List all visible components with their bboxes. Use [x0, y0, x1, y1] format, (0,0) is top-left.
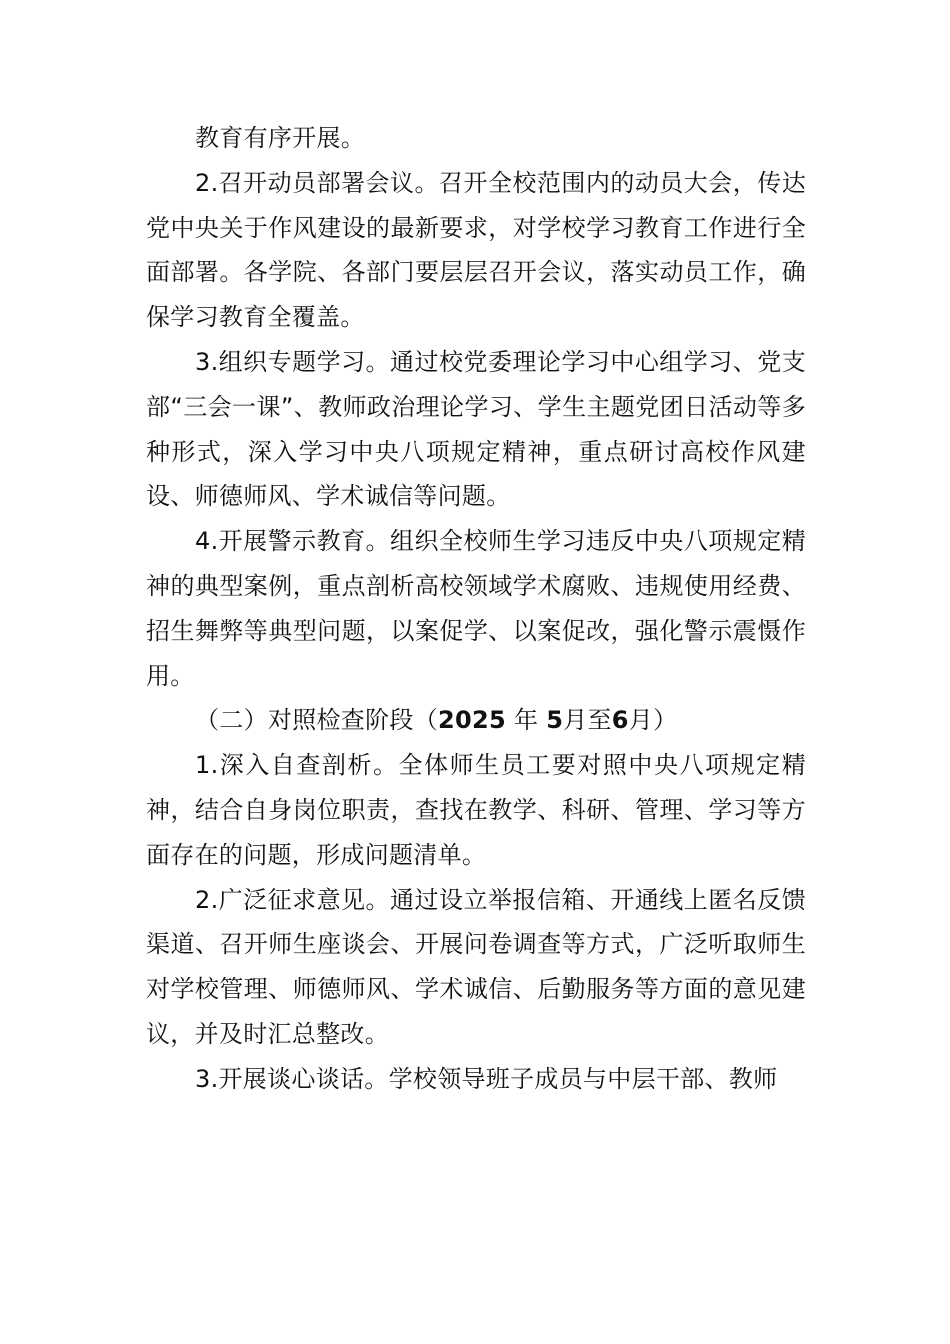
heading-suffix: 月） [628, 706, 678, 735]
paragraph-warning-education: 4.开展警示教育。组织全校师生学习违反中央八项规定精神的典型案例，重点剖析高校领域学术腐败、违规使用经费、招生舞弊等典型问题，以案促学、以案促改，强化警示震慑作用。 [146, 527, 806, 690]
section-heading-inspection-stage [146, 698, 806, 743]
paragraph-solicit-opinions: 2.广泛征求意见。通过设立举报信箱、开通线上匿名反馈渠道、召开师生座谈会、开展问卷调查等方式，广泛听取师生对学校管理、师德师风、学术诚信、后勤服务等方面的意见建议，并及时汇总整改。 [146, 885, 806, 1048]
paragraph-special-study: 3.组织专题学习。通过校党委理论学习中心组学习、党支部“三会一课”、教师政治理论学习、学生主题党团日活动等多种形式，深入学习中央八项规定精神，重点研讨高校作风建设、师德师风、学术诚信等问题。 [146, 347, 806, 511]
paragraph-continuation: 教育有序开展。 [195, 124, 366, 152]
paragraph-heart-to-heart-talks: 3.开展谈心谈话。学校领导班子成员与中层干部、教师 [195, 1064, 778, 1093]
heading-prefix: （二）对照检查阶段（ [195, 706, 438, 735]
heading-month-start: 5 [546, 706, 564, 735]
heading-month-end: 6 [611, 706, 629, 735]
heading-year: 2025 [438, 706, 506, 735]
heading-year-suffix: 年 [513, 706, 539, 735]
document-body [146, 116, 806, 1102]
paragraph-mobilization-meeting: 2.召开动员部署会议。召开全校范围内的动员大会，传达党中央关于作风建设的最新要求，对学校学习教育工作进行全面部署。各学院、各部门要层层召开会议，落实动员工作，确保学习教育全覆盖。 [146, 168, 806, 332]
heading-to-text: 月至 [563, 706, 612, 735]
paragraph-self-check: 1.深入自查剖析。全体师生员工要对照中央八项规定精神，结合自身岗位职责，查找在教学、科研、管理、学习等方面存在的问题，形成问题清单。 [146, 751, 806, 869]
